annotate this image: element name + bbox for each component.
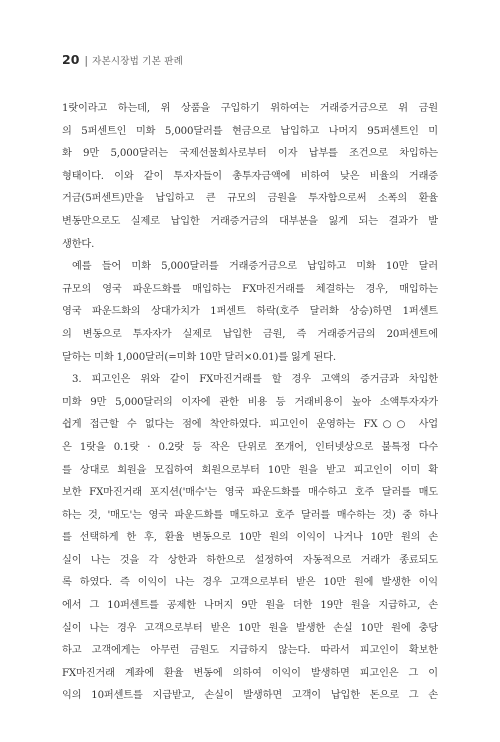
body-line: 에서 그 10퍼센트를 공제한 나머지 9만 원을 더한 19만 원을 지급하고, 손: [62, 600, 438, 612]
body-line: 예를 들어 미화 5,000달러를 거래증거금으로 납입하고 미화 10만 달러: [72, 261, 438, 273]
body-line: 영국 파운드화의 상대가치가 1퍼센트 하락(호주 달러화 상승)하면 1퍼센트: [62, 306, 438, 318]
body-line: 의 변동으로 투자자가 실제로 납입한 금원, 즉 거래증거금의 20퍼센트에: [62, 328, 438, 340]
body-line: 달하는 미화 1,000달러(=미화 10만 달러×0.01)를 잃게 된다.: [62, 351, 336, 363]
body-text: [62, 98, 438, 708]
body-line: 실이 나는 경우 고객으로부터 받은 10만 원을 발생한 손실 10만 원에 충당: [62, 622, 438, 634]
body-line: 규모의 영국 파운드화를 매입하는 FX마진거래를 체결하는 경우, 매입하는: [62, 283, 438, 295]
body-line: FX마진거래 계좌에 환율 변동에 의하여 이익이 발생하면 피고인은 그 이: [62, 667, 438, 679]
body-line: 록 하였다. 즉 이익이 나는 경우 고객으로부터 받은 10만 원에 발생한 이익: [62, 577, 438, 589]
body-line: 하고 고객에게는 아무런 금원도 지급하지 않는다. 따라서 피고인이 확보한: [62, 645, 438, 657]
body-line: 미화 9만 5,000달러의 이자에 관한 비용 등 거래비용이 높아 소액투자자가: [62, 396, 438, 408]
body-line: 1랏이라고 하는데, 위 상품을 구입하기 위하여는 거래증거금으로 위 금원: [62, 103, 438, 114]
body-line: 변동만으로도 실제로 납입한 거래증거금의 대부분을 잃게 되는 결과가 발: [62, 215, 438, 227]
body-line: 화 9만 5,000달러는 국제선물회사로부터 이자 납부를 조건으로 차입하는: [62, 148, 438, 160]
book-title: 자본시장법 기본 판례: [92, 56, 183, 67]
body-line: 의 5퍼센트인 미화 5,000달러를 현금으로 납입하고 나머지 95퍼센트인 미: [62, 125, 438, 137]
body-line: 생한다.: [62, 238, 95, 250]
body-line: 3. 피고인은 위와 같이 FX마진거래를 할 경우 고액의 증거금과 차입한: [72, 374, 438, 386]
body-line: 쉽게 접근할 수 없다는 점에 착안하였다. 피고인이 운영하는 FX○○ 사업: [62, 419, 438, 431]
body-line: 하는 것, '매도'는 영국 파운드화를 매도하고 호주 달러를 매수하는 것) 중 하나: [62, 509, 438, 521]
page-number: 20: [62, 52, 80, 67]
body-line: 보한 FX마진거래 포지션('매수'는 영국 파운드화를 매수하고 호주 달러를 매도: [62, 487, 438, 499]
body-line: 은 1랏을 0.1랏 · 0.2랏 등 작은 단위로 쪼개어, 인터넷상으로 불특정 다수: [62, 441, 438, 453]
body-line: 거금(5퍼센트)만을 납입하고 큰 규모의 금원을 투자함으로써 소폭의 환율: [62, 193, 438, 205]
body-line: 형태이다. 이와 같이 투자자들이 총투자금액에 비하여 낮은 비율의 거래증: [62, 170, 438, 182]
running-header: [62, 52, 183, 68]
body-line: 를 선택하게 한 후, 환율 변동으로 10만 원의 이익이 나거나 10만 원의 손: [62, 532, 438, 544]
body-line: 익의 10퍼센트를 지급받고, 손실이 발생하면 고객이 납입한 돈으로 그 손: [62, 690, 438, 702]
body-line: 실이 나는 것을 각 상한과 하한으로 설정하여 자동적으로 거래가 종료되도: [62, 554, 438, 566]
body-line: 를 상대로 회원을 모집하여 회원으로부터 10만 원을 받고 피고인이 이미 확: [62, 464, 438, 476]
header-separator: |: [84, 54, 89, 67]
